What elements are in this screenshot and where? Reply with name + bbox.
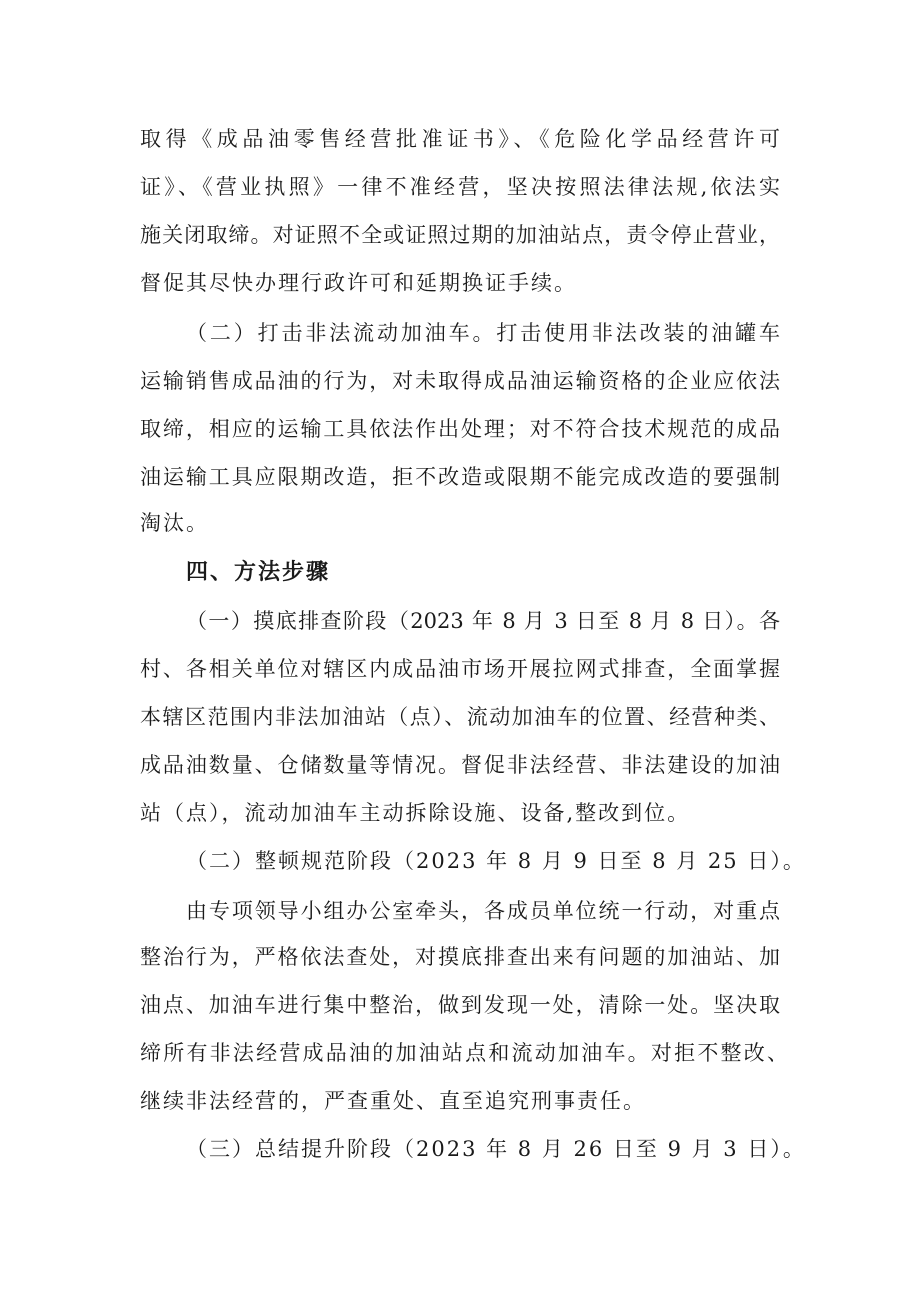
text-line: 站（点），流动加油车主动拆除设施、设备,整改到位。 — [140, 801, 691, 825]
section-heading: 四、方法步骤 — [186, 560, 331, 585]
text-line: 缔所有非法经营成品油的加油站点和流动加油车。对拒不整改、 — [140, 1041, 788, 1065]
text-line: 施关闭取缔。对证照不全或证照过期的加油站点，责令停止营业， — [140, 223, 780, 247]
text-line: 淘汰。 — [140, 511, 209, 535]
text-line: 取得《成品油零售经营批准证书》、《危险化学品经营许可 — [140, 127, 780, 151]
text-line: （二）打击非法流动加油车。打击使用非法改装的油罐车 — [186, 321, 780, 345]
text-line: 取缔，相应的运输工具依法作出处理；对不符合技术规范的成品 — [140, 417, 780, 441]
text-line: 证》、《营业执照》一律不准经营，坚决按照法律法规,依法实 — [140, 175, 780, 199]
text-line: （一）摸底排查阶段（2023 年 8 月 3 日至 8 月 8 日）。各 — [186, 609, 780, 633]
text-line: 油运输工具应限期改造，拒不改造或限期不能完成改造的要强制 — [140, 465, 780, 489]
text-line: 本辖区范围内非法加油站（点）、流动加油车的位置、经营种类、 — [140, 705, 780, 729]
text-line: 督促其尽快办理行政许可和延期换证手续。 — [140, 271, 577, 295]
text-line: 村、各相关单位对辖区内成品油市场开展拉网式排查，全面掌握 — [140, 657, 780, 681]
text-line: 油点、加油车进行集中整治，做到发现一处，清除一处。坚决取 — [140, 993, 780, 1017]
text-line: 运输销售成品油的行为，对未取得成品油运输资格的企业应依法 — [140, 369, 780, 393]
text-line: 整治行为，严格依法查处，对摸底排查出来有问题的加油站、加 — [140, 945, 780, 969]
text-line: 成品油数量、仓储数量等情况。督促非法经营、非法建设的加油 — [140, 753, 780, 777]
text-line: （二）整顿规范阶段（2023 年 8 月 9 日至 8 月 25 日）。 — [186, 849, 806, 873]
text-line: 由专项领导小组办公室牵头，各成员单位统一行动，对重点 — [186, 899, 780, 923]
text-line: （三）总结提升阶段（2023 年 8 月 26 日至 9 月 3 日）。 — [186, 1137, 806, 1161]
text-line: 继续非法经营的，严查重处、直至追究刑事责任。 — [140, 1089, 646, 1113]
